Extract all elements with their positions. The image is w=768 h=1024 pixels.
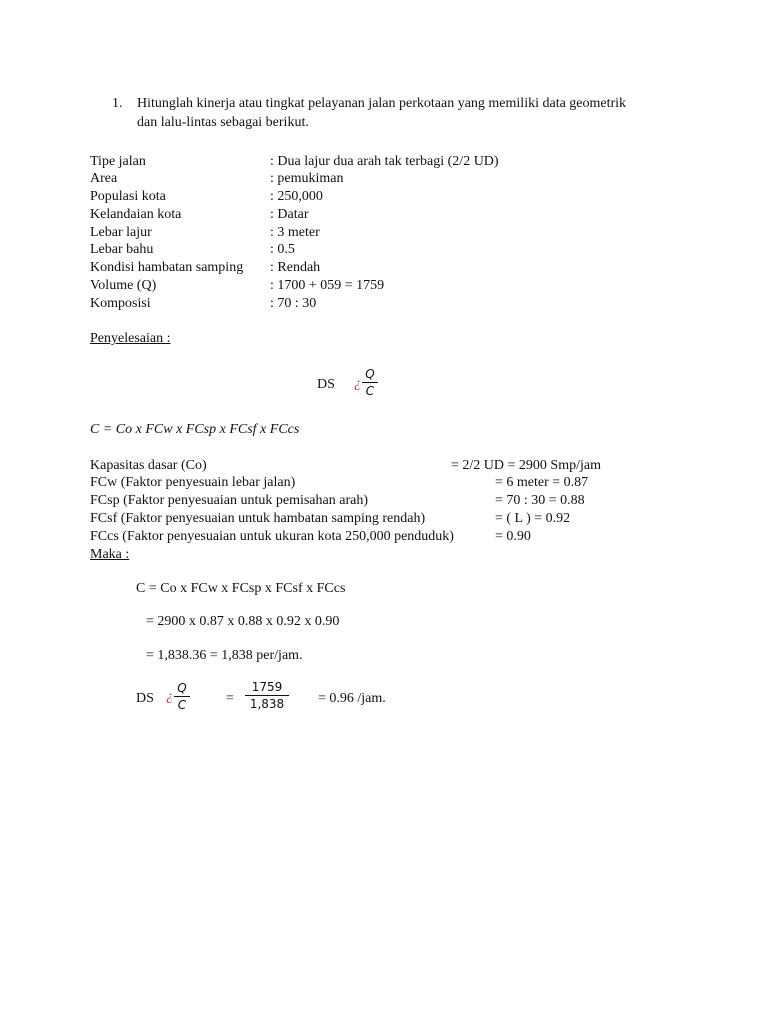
data-label: Tipe jalan xyxy=(90,154,146,169)
factor-label: FCsf (Faktor penyesuaian untuk hambatan samping rendah) xyxy=(90,511,426,526)
calc-line-2: = 2900 x 0.87 x 0.88 x 0.92 x 0.90 xyxy=(146,614,340,629)
factor-value: = 0.90 xyxy=(495,529,531,544)
data-value: : Rendah xyxy=(270,260,321,275)
ds-value-numerator: 1759 xyxy=(245,680,289,696)
calc-line-3: = 1,838.36 = 1,838 per/jam. xyxy=(146,648,303,663)
ds-calc-numerator: Q xyxy=(174,681,190,697)
ds-fraction xyxy=(362,367,378,398)
data-label: Lebar lajur xyxy=(90,225,152,240)
data-label: Volume (Q) xyxy=(90,278,157,293)
question-number: 1. xyxy=(112,96,123,111)
capacity-formula: C = Co x FCw x FCsp x FCsf x FCcs xyxy=(90,422,300,437)
factor-value: = 70 : 30 = 0.88 xyxy=(495,493,585,508)
data-label: Lebar bahu xyxy=(90,242,154,257)
data-label: Kondisi hambatan samping xyxy=(90,260,244,275)
maka-label: Maka : xyxy=(90,547,130,562)
inverted-question-glyph: ¿ xyxy=(166,689,173,704)
ds-value-denominator: 1,838 xyxy=(249,697,285,711)
factor-label: FCw (Faktor penyesuain lebar jalan) xyxy=(90,475,296,490)
data-value: : pemukiman xyxy=(270,171,344,186)
data-label: Populasi kota xyxy=(90,189,166,204)
ds-calc-equals: = xyxy=(226,691,234,706)
data-value: : 0.5 xyxy=(270,242,295,257)
data-value: : 250,000 xyxy=(270,189,323,204)
question-line-2: dan lalu-lintas sebagai berikut. xyxy=(137,115,309,130)
factor-value: = 2/2 UD = 2900 Smp/jam xyxy=(451,458,601,473)
data-value: : 3 meter xyxy=(270,225,320,240)
inverted-question-glyph: ¿ xyxy=(354,376,361,391)
data-label: Kelandaian kota xyxy=(90,207,182,222)
ds-numerator: Q xyxy=(362,367,378,383)
factor-label: FCsp (Faktor penyesuaian untuk pemisahan arah) xyxy=(90,493,368,508)
data-value: : 70 : 30 xyxy=(270,296,317,311)
question-line-1: Hitunglah kinerja atau tingkat pelayanan jalan perkotaan yang memiliki data geometrik xyxy=(137,96,627,111)
data-label: Komposisi xyxy=(90,296,151,311)
ds-calc-result: = 0.96 /jam. xyxy=(318,691,386,706)
solution-heading: Penyelesaian : xyxy=(90,331,171,346)
ds-label: DS xyxy=(317,377,335,392)
ds-denominator: C xyxy=(365,384,375,398)
factor-label: FCcs (Faktor penyesuaian untuk ukuran kota 250,000 penduduk) xyxy=(90,529,454,544)
factor-label: Kapasitas dasar (Co) xyxy=(90,458,207,473)
calc-line-1: C = Co x FCw x FCsp x FCsf x FCcs xyxy=(136,581,346,596)
ds-value-fraction xyxy=(245,680,289,711)
ds-calc-fraction xyxy=(174,681,190,712)
data-value: : Datar xyxy=(270,207,309,222)
data-value: : Dua lajur dua arah tak terbagi (2/2 UD) xyxy=(270,154,499,169)
data-value: : 1700 + 059 = 1759 xyxy=(270,278,385,293)
factor-value: = ( L ) = 0.92 xyxy=(495,511,571,526)
data-label: Area xyxy=(90,171,118,186)
ds-calc-label: DS xyxy=(136,691,154,706)
factor-value: = 6 meter = 0.87 xyxy=(495,475,589,490)
ds-calc-denominator: C xyxy=(177,698,187,712)
